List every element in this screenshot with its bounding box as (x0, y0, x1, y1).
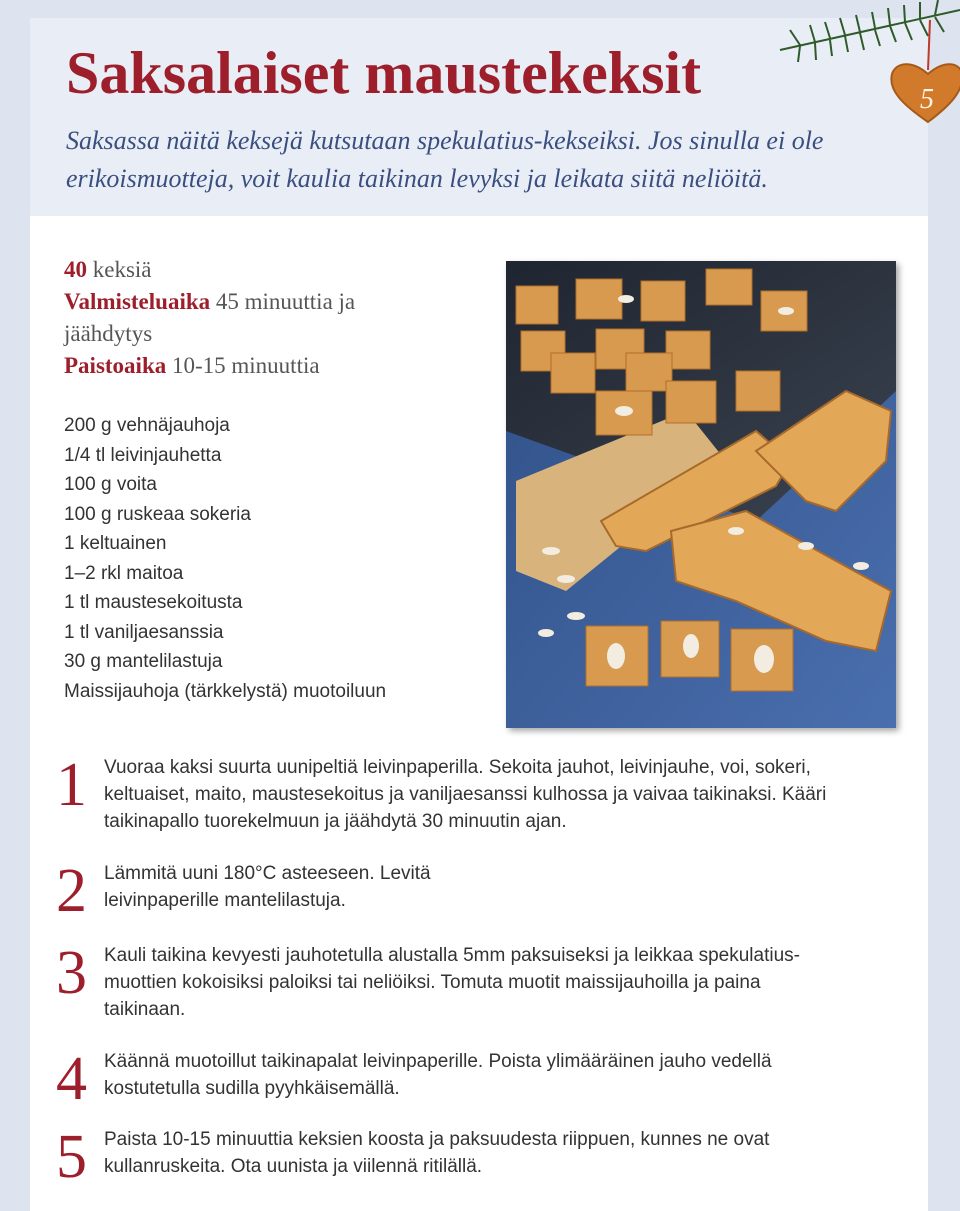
ingredient-item: 1 tl maustesekoitusta (64, 592, 243, 613)
ingredient-item: 1 keltuainen (64, 533, 167, 554)
ingredient-item: 100 g voita (64, 474, 157, 495)
bake-time-row (64, 350, 444, 382)
step-number: 1 (56, 751, 87, 819)
recipe-card (30, 18, 928, 1211)
yield-row (64, 254, 444, 286)
ingredient-list (64, 411, 494, 706)
cookie-photo-illustration (506, 261, 896, 728)
ingredient-item: 100 g ruskeaa sokeria (64, 503, 251, 525)
ingredient-item: 1 tl vaniljaesanssia (64, 621, 224, 643)
gingerbread-heart-icon (770, 0, 960, 140)
ingredient-item: 200 g vehnäjauhoja (64, 415, 230, 436)
step-text: Käännä muotoillut taikinapalat leivinpaperille. Poista ylimääräinen jauho vedellä kostutetulla sudilla pyyhkäisemällä. (104, 1051, 772, 1099)
step-number: 5 (56, 1123, 87, 1191)
step-number: 3 (56, 939, 87, 1007)
prep-time-label: Valmisteluaika (64, 289, 211, 314)
step-text: Lämmitä uuni 180°C asteeseen. Levitä leivinpaperille mantelilastuja. (104, 863, 431, 911)
yield-unit: keksiä (92, 257, 152, 282)
bake-time-label: Paistoaika (64, 353, 167, 378)
prep-time-value: 45 minuuttia ja jäähdytys (64, 289, 356, 346)
ingredient-item: 1/4 tl leivinjauhetta (64, 444, 222, 466)
bake-time-value: 10-15 minuuttia (171, 353, 320, 378)
step-text: Vuoraa kaksi suurta uunipeltiä leivinpaperilla. Sekoita jauhot, leivinjauhe, voi, sokeri, keltuaiset, maito, maustesekoitus ja vaniljaesanssi kulhossa ja vaivaa taikinaksi. Kääri taikinapallo tuorekelmuun ja jäähdytä 30 minuutin ajan. (104, 757, 827, 832)
step-text: Paista 10-15 minuuttia keksien koosta ja paksuudesta riippuen, kunnes ne ovat kullanruskeita. Ota uunista ja viilennä ritilällä. (104, 1129, 770, 1177)
ornament (770, 0, 960, 140)
ornament-number: 5 (920, 84, 934, 115)
step-number: 4 (56, 1045, 87, 1113)
recipe-title: Saksalaiset maustekeksit (66, 40, 702, 106)
recipe-meta (64, 254, 444, 382)
step-number: 2 (56, 857, 87, 925)
ingredient-item: 30 g mantelilastuja (64, 651, 223, 672)
yield-amount: 40 (64, 257, 87, 282)
ingredient-item: 1–2 rkl maitoa (64, 562, 184, 584)
recipe-intro: Saksassa näitä keksejä kutsutaan spekulatius-kekseiksi. Jos sinulla ei ole erikoismuotteja, voit kaulia taikinan levyksi ja leikata siitä neliöitä. (66, 126, 824, 193)
ingredient-item: Maissijauhoja (tärkkelystä) muotoiluun (64, 680, 387, 702)
prep-time-row (64, 286, 444, 350)
recipe-photo (506, 261, 896, 728)
step-text: Kauli taikina kevyesti jauhotetulla alustalla 5mm paksuiseksi ja leikkaa spekulatius-muottien kokoisiksi paloiksi tai neliöiksi. Tomuta muotit maissijauhoilla ja paina taikinaan. (104, 945, 800, 1020)
